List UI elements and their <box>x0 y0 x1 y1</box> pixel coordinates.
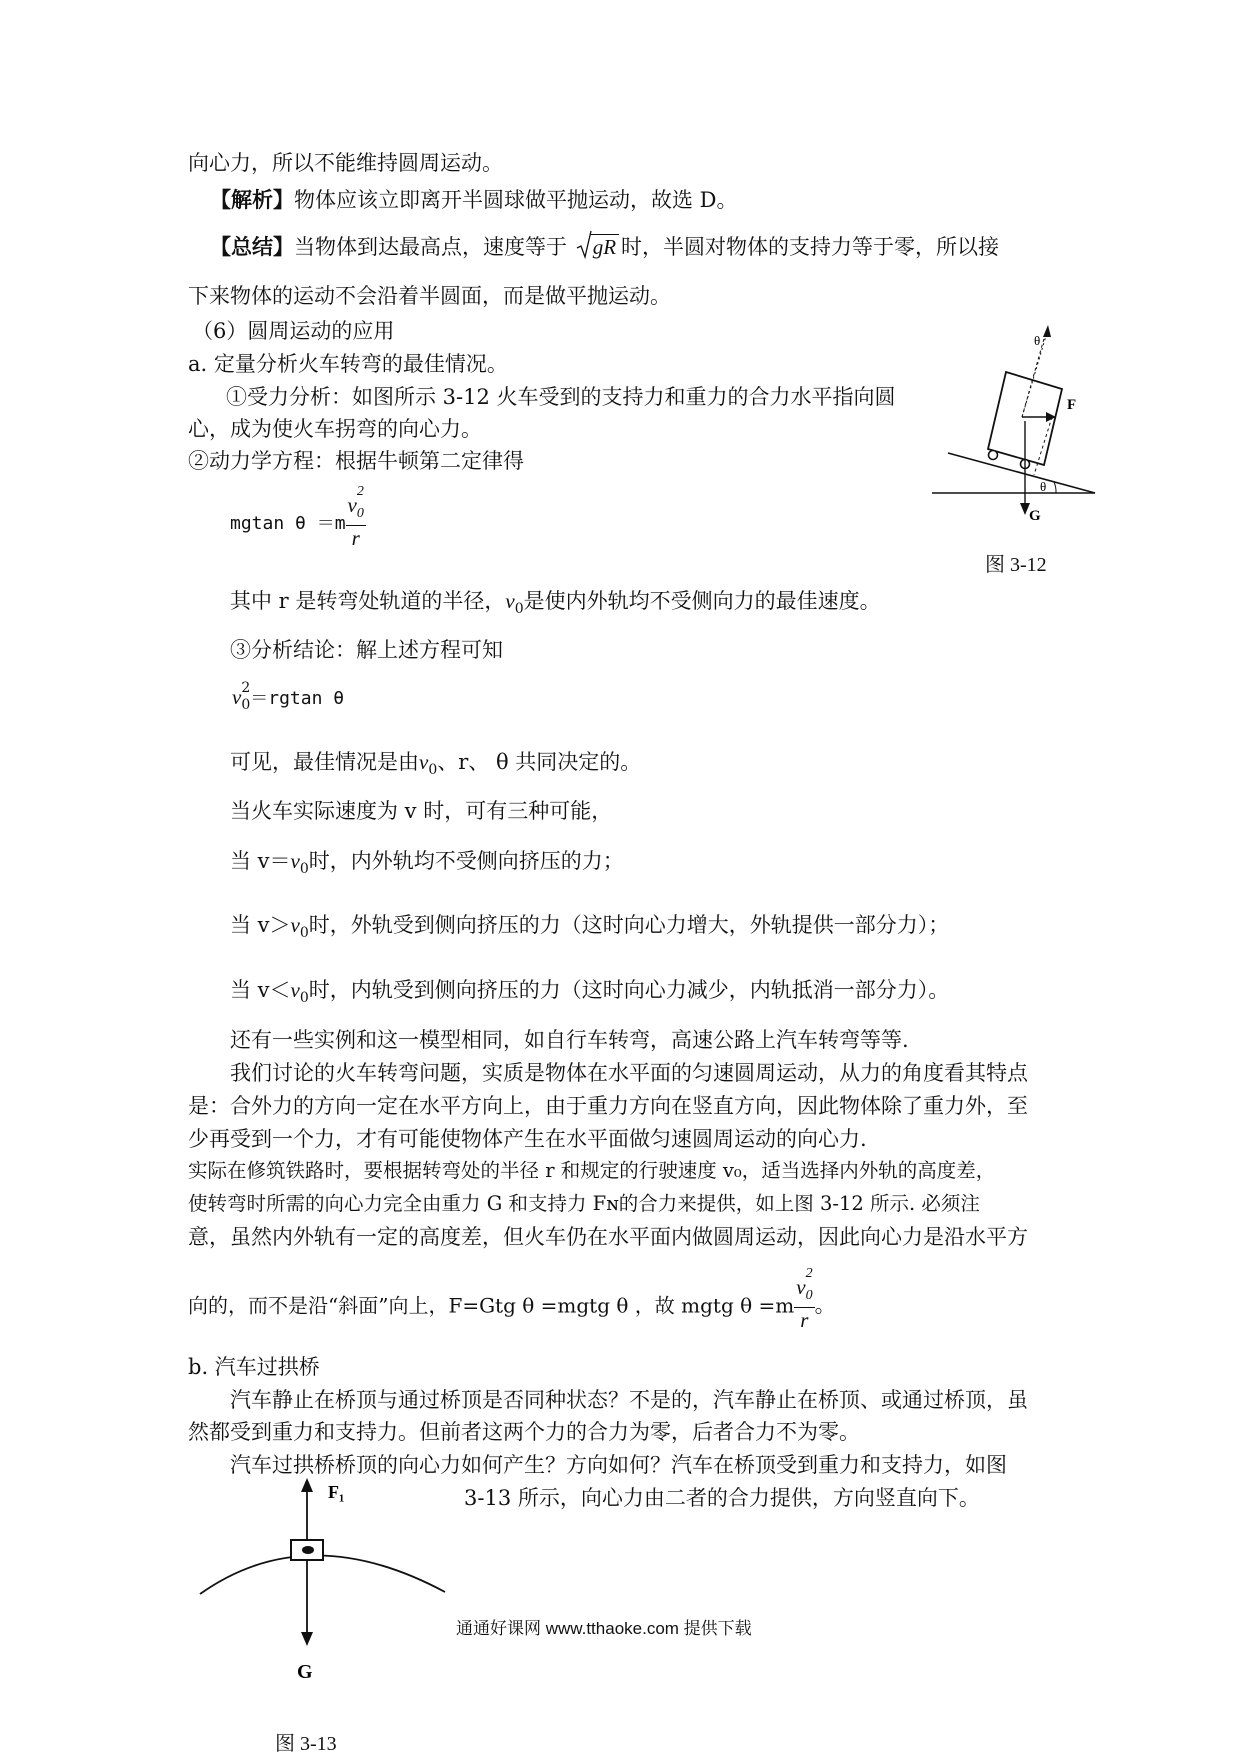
l24-den: r <box>800 1308 809 1333</box>
l24-sup: 2 <box>805 1266 813 1281</box>
text-line: 汽车静止在桥顶与通过桥顶是否同种状态？不是的，汽车静止在桥顶、或通过桥顶，虽 <box>230 1388 1028 1412</box>
equation-1 <box>230 484 366 551</box>
text-seg: 当 v＜ <box>230 978 291 1002</box>
text-line-with-fraction <box>188 1266 836 1333</box>
eq2-right: ＝rgtan θ <box>250 688 345 709</box>
text-seg: 可见，最佳情况是由 <box>230 750 419 774</box>
text-line: 下来物体的运动不会沿着半圆面，而是做平抛运动。 <box>188 284 671 308</box>
text-seg: 当 v＞ <box>230 913 291 937</box>
text-line <box>230 588 881 622</box>
eq1-fraction <box>346 484 366 551</box>
math-v: v <box>290 913 300 937</box>
text-line <box>230 749 641 783</box>
text-seg: 时，内外轨均不受侧向挤压的力； <box>308 849 624 873</box>
force-g-label: G <box>1029 508 1041 524</box>
l24-sub: 0 <box>805 1288 813 1304</box>
text-line <box>230 977 949 1011</box>
text-line: ①受力分析：如图所示 3-12 火车受到的支持力和重力的合力水平指向圆 <box>226 385 896 409</box>
math-sub: 0 <box>299 925 309 942</box>
equation-2 <box>232 680 345 718</box>
sqrt-sign <box>576 230 592 260</box>
text-line <box>230 848 624 882</box>
text-line: ②动力学方程：根据牛顿第二定律得 <box>188 449 524 473</box>
text-line: 3-13 所示，向心力由二者的合力提供，方向竖直向下。 <box>464 1486 980 1510</box>
text-line: ③分析结论：解上述方程可知 <box>230 638 503 662</box>
theta-bottom-label: θ <box>1040 479 1047 494</box>
text-line: a. 定量分析火车转弯的最佳情况。 <box>188 352 508 376</box>
text-line: 心，成为使火车拐弯的向心力。 <box>188 417 482 441</box>
text-seg: 其中 r 是转弯处轨道的半径， <box>230 589 506 613</box>
section-heading: b. 汽车过拱桥 <box>188 1355 320 1379</box>
figure-3-12-diagram <box>930 325 1110 525</box>
jiexi-text: 物体应该立即离开半圆球做平抛运动，故选 D。 <box>294 188 738 212</box>
math-v: v <box>419 750 429 774</box>
text-line: 使转弯时所需的向心力完全由重力 G 和支持力 Fɴ的合力来提供，如上图 3-12 所示. 必须注 <box>188 1192 980 1215</box>
text-line: 是：合外力的方向一定在水平方向上，由于重力方向在竖直方向，因此物体除了重力外，至 <box>188 1094 1028 1118</box>
math-v: v <box>290 849 300 873</box>
sqrt-expression <box>576 234 619 260</box>
text-line <box>230 912 949 946</box>
text-line-zongjie <box>210 234 999 260</box>
l24-num: v <box>796 1275 806 1299</box>
math-sub: 0 <box>428 762 438 779</box>
zongjie-text-a: 当物体到达最高点，速度等于 <box>294 235 567 259</box>
text-seg: 是使内外轨均不受侧向力的最佳速度。 <box>523 589 881 613</box>
eq2-v: v <box>232 685 242 709</box>
text-seg: 、r、 θ 共同决定的。 <box>437 750 642 774</box>
figure-3-12-caption: 图 3-12 <box>985 554 1047 576</box>
figure-3-13-diagram <box>195 1478 455 1708</box>
text-seg: 。 <box>814 1293 836 1318</box>
text-seg: 时，外轨受到侧向挤压的力（这时向心力增大，外轨提供一部分力）； <box>308 913 950 937</box>
text-line: 当火车实际速度为 v 时，可有三种可能， <box>230 799 613 823</box>
text-seg: 当 v＝ <box>230 849 291 873</box>
text-line: 还有一些实例和这一模型相同，如自行车转弯，高速公路上汽车转弯等等. <box>230 1028 909 1052</box>
figure-3-13-caption: 图 3-13 <box>275 1733 337 1755</box>
theta-top-label: θ <box>1034 333 1041 348</box>
text-line: 然都受到重力和支持力。但前者这两个力的合力为零，后者合力不为零。 <box>188 1420 860 1444</box>
force-f-label: F <box>1067 397 1077 413</box>
eq2-sup: 2 <box>241 680 251 696</box>
force-f1-label: F₁ <box>328 1482 345 1502</box>
eq1-left: mgtan θ ＝m <box>230 513 346 535</box>
eq1-sub: 0 <box>356 506 364 522</box>
eq1-sup: 2 <box>356 484 364 499</box>
jiexi-tag: 【解析】 <box>210 187 294 212</box>
text-line: 少再受到一个力，才有可能使物体产生在水平面做匀速圆周运动的向心力. <box>188 1127 867 1151</box>
math-v: v <box>290 978 300 1002</box>
text-line: 实际在修筑铁路时，要根据转弯处的半径 r 和规定的行驶速度 v₀，适当选择内外轨的高度差， <box>188 1159 996 1182</box>
text-line: 意，虽然内外轨有一定的高度差，但火车仍在水平面内做圆周运动，因此向心力是沿水平方 <box>188 1225 1028 1249</box>
text-line: 我们讨论的火车转弯问题，实质是物体在水平面的匀速圆周运动，从力的角度看其特点 <box>230 1061 1028 1085</box>
text-seg: 时，内轨受到侧向挤压的力（这时向心力减少，内轨抵消一部分力）。 <box>308 978 950 1002</box>
text-line-jiexi <box>210 187 738 213</box>
eq1-den: r <box>351 526 360 551</box>
force-g-label: G <box>297 1661 313 1683</box>
section-heading: （6）圆周运动的应用 <box>192 319 395 343</box>
sqrt-radicand: gR <box>590 234 619 259</box>
eq1-num: v <box>347 493 357 517</box>
math-sub: 0 <box>299 861 309 878</box>
text-line: 向心力，所以不能维持圆周运动。 <box>188 151 503 175</box>
math-sub: 0 <box>299 990 309 1007</box>
l24-fraction <box>794 1266 814 1333</box>
footer-credit: 通通好课网 www.tthaoke.com 提供下载 <box>456 1619 752 1638</box>
eq2-sub: 0 <box>241 697 251 714</box>
text-line: 汽车过拱桥桥顶的向心力如何产生？方向如何？汽车在桥顶受到重力和支持力，如图 <box>230 1453 1007 1477</box>
math-sub: 0 <box>514 601 524 618</box>
text-seg: 向的，而不是沿“斜面”向上，F=Gtg θ =mgtg θ ，故 mgtg θ =m <box>188 1293 795 1318</box>
math-v: v <box>505 589 515 613</box>
zongjie-tag: 【总结】 <box>210 234 294 259</box>
zongjie-text-b: 时，半圆对物体的支持力等于零，所以接 <box>621 235 1000 259</box>
